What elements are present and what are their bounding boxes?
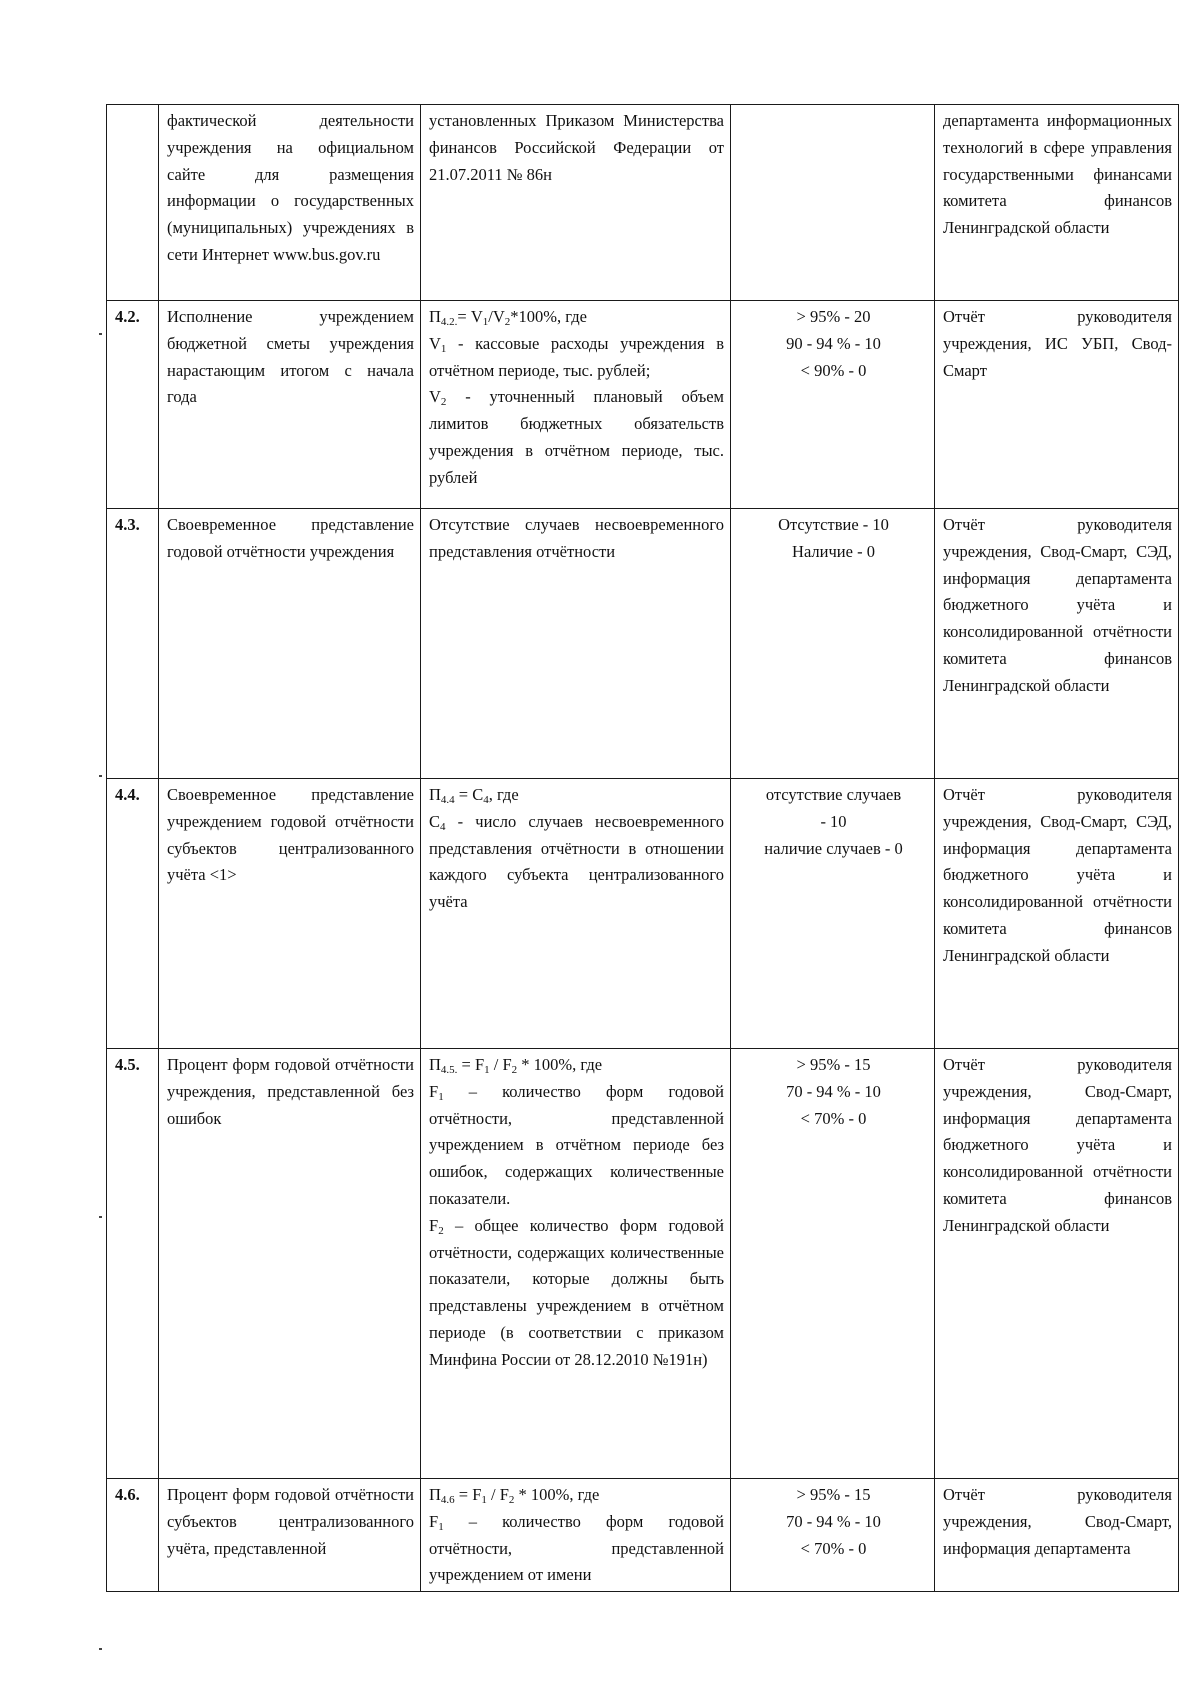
score-line: > 95% - 15	[796, 1055, 871, 1074]
indicator-cell: фактической деятельности учреждения на официальном сайте для размещения информации о государственных (муниципальных) учреждениях в сети Интернет www.bus.gov.ru	[159, 105, 421, 301]
formula-variable: $V_2$ - уточненный плановый объем лимитов бюджетных обязательств учреждения в отчётном периоде, тыс. рублей	[429, 387, 724, 487]
scan-mark	[99, 1216, 102, 1218]
score-line: < 70% - 0	[800, 1538, 867, 1558]
score-line: Отсутствие - 10	[778, 515, 889, 534]
score-line: отсутствие случаев	[765, 785, 902, 804]
method-cell	[421, 301, 731, 509]
score-line: Наличие - 0	[792, 541, 875, 561]
table-row	[107, 1049, 1179, 1479]
formula: $П_{4.6} = F_1 / F_2 * 100\%$, где	[429, 1485, 600, 1506]
indicator-cell: Процент форм годовой отчётности субъектов централизованного учёта, представленной	[159, 1479, 421, 1592]
table-row	[107, 779, 1179, 1049]
table-row	[107, 1479, 1179, 1592]
score-line: 90 - 94 % - 10	[786, 333, 881, 353]
source-cell: департамента информационных технологий в сфере управления государственными финансами комитета финансов Ленинградской области	[935, 105, 1179, 301]
formula-variable: $V_1$ - кассовые расходы учреждения в отчётном периоде, тыс. рублей;	[429, 333, 724, 380]
score-cell	[731, 509, 935, 779]
score-line: > 95% - 20	[796, 307, 871, 326]
row-number: 4.3.	[107, 509, 159, 779]
method-cell	[421, 779, 731, 1049]
formula-variable: $F_1$ – количество форм годовой отчётности, представленной учреждением от имени	[429, 1511, 724, 1585]
source-cell: Отчёт руководителя учреждения, Свод-Смарт, СЭД, информация департамента бюджетного учёта и консолидированной отчётности комитета финансов Ленинградской области	[935, 779, 1179, 1049]
table-row	[107, 105, 1179, 301]
score-cell	[731, 1049, 935, 1479]
score-line: 70 - 94 % - 10	[786, 1511, 881, 1531]
source-cell: Отчёт руководителя учреждения, Свод-Смарт, СЭД, информация департамента бюджетного учёта и консолидированной отчётности комитета финансов Ленинградской области	[935, 509, 1179, 779]
criteria-table	[106, 104, 1179, 1592]
source-cell: Отчёт руководителя учреждения, Свод-Смарт, информация департамента	[935, 1479, 1179, 1592]
score-line: > 95% - 15	[796, 1485, 871, 1504]
indicator-cell: Своевременное представление годовой отчётности учреждения	[159, 509, 421, 779]
score-line: 70 - 94 % - 10	[786, 1081, 881, 1101]
method-cell: Отсутствие случаев несвоевременного представления отчётности	[421, 509, 731, 779]
scan-mark	[99, 1648, 102, 1650]
scan-mark	[99, 775, 102, 777]
source-cell: Отчёт руководителя учреждения, Свод-Смарт, информация департамента бюджетного учёта и консолидированной отчётности комитета финансов Ленинградской области	[935, 1049, 1179, 1479]
indicator-cell: Исполнение учреждением бюджетной сметы учреждения нарастающим итогом с начала года	[159, 301, 421, 509]
scan-mark	[99, 333, 102, 335]
indicator-cell: Своевременное представление учреждением годовой отчётности субъектов централизованного учёта <1>	[159, 779, 421, 1049]
formula: $П_{4.2.}= V_1/V_2*100\%$, где	[429, 307, 587, 328]
formula-variable: $C_4$ - число случаев несвоевременного представления отчётности в отношении каждого субъекта централизованного учёта	[429, 811, 724, 912]
method-cell: установленных Приказом Министерства финансов Российской Федерации от 21.07.2011 № 86н	[421, 105, 731, 301]
formula: $П_{4.4} = C_4$, где	[429, 785, 519, 806]
row-number	[107, 105, 159, 301]
score-line: < 70% - 0	[800, 1108, 867, 1128]
method-cell	[421, 1479, 731, 1592]
row-number: 4.5.	[107, 1049, 159, 1479]
row-number: 4.4.	[107, 779, 159, 1049]
score-line: < 90% - 0	[800, 360, 867, 380]
method-cell	[421, 1049, 731, 1479]
source-cell: Отчёт руководителя учреждения, ИС УБП, Свод-Смарт	[935, 301, 1179, 509]
formula-variable: $F_2$ – общее количество форм годовой отчётности, содержащих количественные показатели, которые должны быть представлены учреждением в отчётном периоде (в соответствии с приказом Минфина России от 28.12.2010 №191н)	[429, 1215, 724, 1369]
score-cell	[731, 105, 935, 301]
score-cell	[731, 1479, 935, 1592]
formula-variable: $F_1$ – количество форм годовой отчётности, представленной учреждением в отчётном периоде без ошибок, содержащих количественные показатели.	[429, 1081, 724, 1208]
row-number: 4.6.	[107, 1479, 159, 1592]
row-number: 4.2.	[107, 301, 159, 509]
score-cell	[731, 779, 935, 1049]
score-line: наличие случаев - 0	[764, 838, 903, 858]
score-cell	[731, 301, 935, 509]
table-row	[107, 509, 1179, 779]
indicator-cell: Процент форм годовой отчётности учреждения, представленной без ошибок	[159, 1049, 421, 1479]
table-row	[107, 301, 1179, 509]
score-line: - 10	[820, 811, 847, 831]
formula: $П_{4.5.} = F_1 / F_2 * 100\%$, где	[429, 1055, 603, 1076]
